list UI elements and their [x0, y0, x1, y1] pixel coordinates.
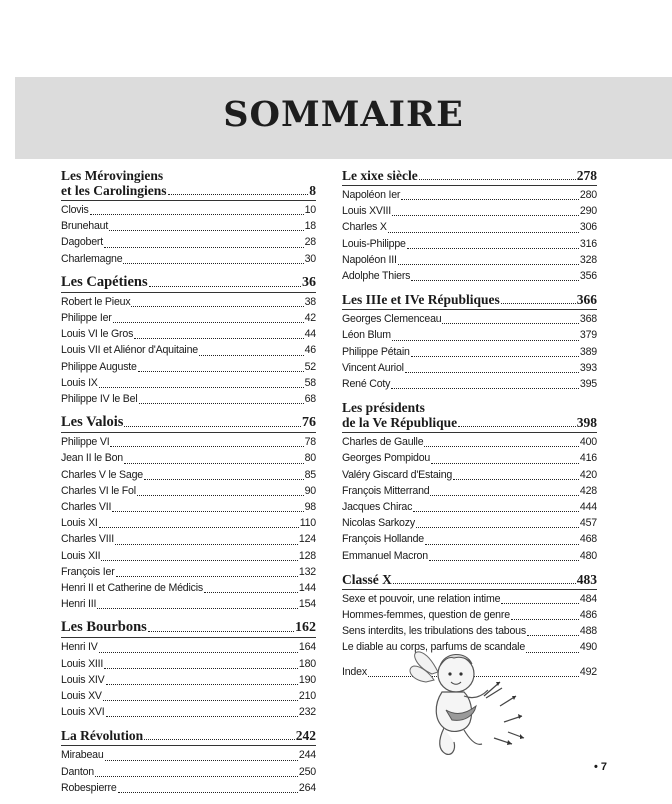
dot-leader [105, 760, 298, 761]
entry-page-number: 290 [579, 205, 597, 218]
entry-label: Louis XII [61, 549, 101, 562]
toc-entry[interactable] [61, 780, 316, 796]
dot-leader [106, 684, 298, 685]
entry-label: Louis XVI [61, 706, 105, 719]
section-title: Les Capétiens [61, 273, 148, 290]
entry-label: Emmanuel Macron [342, 549, 428, 562]
dot-leader [391, 388, 579, 389]
entry-label: Dagobert [61, 236, 103, 249]
toc-entry[interactable] [61, 704, 316, 720]
entry-label: Charles VI le Fol [61, 484, 136, 497]
toc-entry[interactable] [61, 564, 316, 580]
dot-leader [101, 560, 298, 561]
entry-page-number: 38 [304, 295, 316, 308]
entry-page-number: 428 [579, 484, 597, 497]
dot-leader [527, 635, 579, 636]
dot-leader [123, 263, 303, 264]
dot-leader [118, 792, 298, 793]
toc-entry[interactable] [61, 467, 316, 483]
dot-leader [138, 371, 304, 372]
entry-page-number: 368 [579, 313, 597, 326]
section-heading[interactable] [342, 400, 597, 430]
cupid-illustration [404, 644, 529, 764]
entry-label: René Coty [342, 378, 391, 391]
dot-leader [134, 338, 303, 339]
section-rule [342, 309, 597, 310]
entry-page-number: 90 [304, 484, 316, 497]
toc-entry[interactable] [61, 747, 316, 763]
dot-leader [199, 355, 304, 356]
entry-page-number: 42 [304, 312, 316, 325]
dot-leader [149, 286, 301, 287]
toc-entry[interactable] [342, 360, 597, 376]
toc-entry[interactable] [61, 499, 316, 515]
entry-page-number: 244 [298, 749, 316, 762]
section-rule [61, 745, 316, 746]
toc-entry[interactable] [342, 344, 597, 360]
section-page-number: 76 [302, 415, 316, 431]
toc-entry[interactable] [61, 580, 316, 596]
entry-page-number: 18 [304, 220, 316, 233]
entry-label: Louis XV [61, 690, 102, 703]
dot-leader [453, 479, 579, 480]
entry-label: Henri IV [61, 641, 98, 654]
entry-page-number: 30 [304, 252, 316, 265]
toc-entry[interactable] [342, 548, 597, 564]
dot-leader [526, 652, 579, 653]
entry-page-number: 486 [579, 609, 597, 622]
entry-label: Danton [61, 765, 94, 778]
toc-entry[interactable] [342, 515, 597, 531]
dot-leader [110, 446, 303, 447]
entry-page-number: 80 [304, 452, 316, 465]
dot-leader [99, 387, 304, 388]
dot-leader [113, 322, 304, 323]
section-rule [342, 185, 597, 186]
entry-label: Sexe et pouvoir, une relation intime [342, 592, 501, 605]
section-heading[interactable] [61, 728, 316, 743]
entry-page-number: 85 [304, 468, 316, 481]
toc-entry[interactable] [342, 219, 597, 235]
dot-leader [90, 214, 304, 215]
section-page-number: 242 [295, 728, 316, 744]
dot-leader [168, 194, 309, 195]
toc-entry[interactable] [61, 375, 316, 391]
toc-entry[interactable] [61, 483, 316, 499]
entry-page-number: 416 [579, 452, 597, 465]
toc-entry[interactable] [61, 656, 316, 672]
entry-page-number: 164 [298, 641, 316, 654]
entry-label: Jacques Chirac [342, 501, 413, 514]
title-banner [15, 77, 672, 159]
index-page-number: 492 [579, 665, 597, 678]
entry-page-number: 490 [579, 641, 597, 654]
dot-leader [413, 511, 579, 512]
section-heading[interactable] [342, 168, 597, 183]
entry-label: Charles VIII [61, 533, 114, 546]
section-rule [342, 589, 597, 590]
entry-page-number: 144 [298, 582, 316, 595]
toc-entry[interactable] [61, 531, 316, 547]
entry-label: Clovis [61, 204, 89, 216]
toc-entry[interactable] [342, 252, 597, 268]
dot-leader [501, 303, 576, 304]
entry-page-number: 110 [299, 517, 316, 530]
dot-leader [112, 511, 303, 512]
entry-page-number: 444 [579, 501, 597, 514]
entry-label: Charles X [342, 221, 387, 234]
entry-label: Sens interdits, les tribulations des tabous [342, 625, 526, 638]
toc-section [342, 168, 597, 284]
entry-page-number: 232 [298, 706, 316, 719]
entry-page-number: 389 [579, 345, 597, 358]
entry-label: Philippe Pétain [342, 345, 410, 358]
section-heading[interactable] [61, 415, 316, 430]
entry-page-number: 52 [304, 360, 316, 373]
entry-label: Louis IX [61, 376, 98, 389]
dot-leader [401, 199, 579, 200]
section-title: Les Mérovingiens et les Carolingiens [61, 168, 167, 198]
toc-entry[interactable] [61, 218, 316, 234]
section-heading[interactable] [61, 168, 316, 198]
entry-page-number: 250 [298, 765, 316, 778]
entry-label: Hommes-femmes, question de genre [342, 609, 510, 622]
dot-leader [431, 463, 579, 464]
entry-label: Henri II et Catherine de Médicis [61, 582, 203, 595]
toc-section [342, 400, 597, 564]
entry-label: Louis XIII [61, 657, 104, 670]
toc-entry[interactable] [61, 359, 316, 375]
toc-entry[interactable] [342, 203, 597, 219]
dot-leader [99, 652, 298, 653]
entry-page-number: 264 [298, 781, 316, 794]
section-page-number: 8 [309, 183, 316, 198]
dot-leader [424, 446, 579, 447]
toc-entry[interactable] [342, 376, 597, 392]
toc-entry[interactable] [61, 434, 316, 450]
dot-leader [501, 603, 579, 604]
toc-entry[interactable] [342, 327, 597, 343]
section-page-number: 36 [302, 274, 316, 290]
section-heading[interactable] [61, 275, 316, 290]
section-page-number: 162 [295, 620, 316, 636]
entry-label: François Mitterrand [342, 484, 430, 497]
entry-page-number: 306 [579, 221, 597, 234]
entry-label: Brunehaut [61, 220, 109, 233]
entry-page-number: 58 [304, 376, 316, 389]
toc-section [61, 415, 316, 612]
toc-entry[interactable] [61, 326, 316, 342]
page-title: SOMMAIRE [223, 94, 464, 135]
toc-entry[interactable] [61, 450, 316, 466]
dot-leader [511, 619, 579, 620]
toc-entry[interactable] [342, 434, 597, 450]
entry-label: Napoléon III [342, 253, 397, 266]
entry-label: Georges Clemenceau [342, 313, 442, 326]
dot-leader [95, 776, 298, 777]
dot-leader [109, 230, 304, 231]
toc-entry[interactable] [61, 391, 316, 407]
entry-label: Mirabeau [61, 749, 104, 762]
dot-leader [99, 527, 299, 528]
dot-leader [116, 576, 298, 577]
page-number: • 7 [594, 761, 608, 773]
entry-page-number: 468 [579, 533, 597, 546]
dot-leader [106, 716, 298, 717]
toc-entry[interactable] [61, 294, 316, 310]
toc-column-left [61, 168, 316, 804]
entry-page-number: 328 [579, 253, 597, 266]
entry-page-number: 379 [579, 329, 597, 342]
section-title: Les présidents de la Ve République [342, 400, 458, 431]
entry-page-number: 180 [298, 657, 316, 670]
entry-page-number: 457 [579, 517, 597, 530]
dot-leader [144, 739, 295, 740]
entry-page-number: 154 [298, 598, 316, 611]
entry-label: Henri III [61, 598, 97, 611]
dot-leader [104, 668, 298, 669]
entry-page-number: 210 [298, 690, 316, 703]
entry-page-number: 44 [304, 328, 316, 341]
toc-entry[interactable] [342, 187, 597, 203]
entry-page-number: 132 [298, 565, 316, 578]
dot-leader [97, 608, 298, 609]
section-heading[interactable] [342, 572, 597, 587]
entry-label: François Hollande [342, 533, 424, 546]
entry-page-number: 10 [304, 204, 316, 216]
toc-entry[interactable] [61, 548, 316, 564]
section-page-number: 366 [576, 292, 597, 308]
index-label: Index [342, 665, 367, 678]
entry-label: Adolphe Thiers [342, 270, 411, 283]
section-title: Les Valois [61, 414, 124, 431]
entry-label: Robert le Pieux [61, 295, 131, 308]
toc-section [61, 728, 316, 796]
dot-leader [137, 495, 304, 496]
section-page-number: 278 [576, 168, 597, 183]
entry-label: Louis XVIII [342, 205, 392, 218]
toc-entry[interactable] [342, 607, 597, 623]
entry-page-number: 280 [579, 189, 597, 201]
entry-label: Valéry Giscard d'Estaing [342, 468, 453, 481]
dot-leader [392, 215, 579, 216]
dot-leader [148, 631, 294, 632]
entry-label: Philippe Auguste [61, 360, 137, 373]
entry-page-number: 356 [579, 270, 597, 283]
toc-column-right [342, 168, 597, 680]
entry-page-number: 68 [304, 393, 316, 406]
section-heading[interactable] [342, 292, 597, 307]
toc-section [61, 168, 316, 267]
dot-leader [124, 463, 304, 464]
toc-section [61, 275, 316, 407]
entry-label: Louis VI le Gros [61, 328, 134, 341]
entry-page-number: 190 [298, 673, 316, 686]
section-title: La Révolution [61, 728, 144, 744]
entry-label: Georges Pompidou [342, 452, 431, 465]
toc-entry[interactable] [342, 531, 597, 547]
dot-leader [144, 479, 304, 480]
dot-leader [398, 264, 579, 265]
toc-entry[interactable] [61, 672, 316, 688]
entry-label: Philippe IV le Bel [61, 393, 138, 406]
entry-label: Philippe Ier [61, 312, 112, 325]
entry-label: Charles VII [61, 501, 112, 514]
toc-entry[interactable] [342, 450, 597, 466]
entry-page-number: 78 [304, 436, 316, 449]
dot-leader [430, 495, 578, 496]
entry-page-number: 316 [579, 237, 597, 250]
dot-leader [388, 232, 579, 233]
entry-page-number: 484 [579, 592, 597, 605]
entry-page-number: 128 [298, 549, 316, 562]
section-rule [61, 200, 316, 201]
toc-section [61, 620, 316, 720]
toc-entry[interactable] [61, 639, 316, 655]
entry-label: Louis XIV [61, 673, 105, 686]
section-rule [61, 432, 316, 433]
dot-leader [407, 248, 579, 249]
entry-page-number: 28 [304, 236, 316, 249]
toc-entry[interactable] [61, 688, 316, 704]
entry-label: Napoléon Ier [342, 189, 401, 201]
toc-entry[interactable] [61, 251, 316, 267]
section-title: Le xixe siècle [342, 168, 418, 183]
entry-label: François Ier [61, 565, 115, 578]
toc-entry[interactable] [61, 764, 316, 780]
section-page-number: 483 [576, 571, 597, 587]
section-title: Les Bourbons [61, 619, 147, 636]
toc-entry[interactable] [61, 342, 316, 358]
section-rule [61, 292, 316, 293]
dot-leader [204, 592, 298, 593]
dot-leader [425, 544, 579, 545]
entry-page-number: 488 [579, 625, 597, 638]
section-rule [61, 637, 316, 638]
entry-page-number: 98 [304, 501, 316, 514]
toc-entry[interactable] [61, 515, 316, 531]
entry-label: Le diable au corps, parfums de scandale [342, 641, 526, 654]
toc-entry[interactable] [342, 311, 597, 327]
section-title: Les IIIe et IVe Républiques [342, 292, 500, 308]
entry-label: Louis VII et Aliénor d'Aquitaine [61, 344, 198, 357]
toc-entry[interactable] [342, 236, 597, 252]
entry-label: Philippe VI [61, 436, 110, 449]
entry-page-number: 395 [579, 378, 597, 391]
entry-label: Charlemagne [61, 252, 123, 265]
entry-label: Nicolas Sarkozy [342, 517, 415, 530]
dot-leader [124, 426, 301, 427]
section-page-number: 398 [576, 415, 597, 431]
dot-leader [139, 403, 304, 404]
dot-leader [115, 544, 298, 545]
dot-leader [411, 356, 579, 357]
dot-leader [405, 372, 579, 373]
entry-page-number: 480 [579, 549, 597, 562]
dot-leader [416, 527, 579, 528]
entry-page-number: 393 [579, 361, 597, 374]
section-title: Classé X [342, 571, 392, 587]
dot-leader [419, 179, 576, 180]
dot-leader [131, 306, 303, 307]
dot-leader [392, 340, 579, 341]
dot-leader [458, 426, 576, 427]
toc-entry[interactable] [61, 596, 316, 612]
toc-entry[interactable] [342, 467, 597, 483]
dot-leader [411, 280, 579, 281]
entry-label: Jean II le Bon [61, 452, 123, 465]
dot-leader [393, 583, 576, 584]
dot-leader [442, 323, 578, 324]
section-rule [342, 432, 597, 433]
entry-page-number: 124 [298, 533, 316, 546]
toc-entry[interactable] [61, 234, 316, 250]
entry-label: Louis XI [61, 517, 98, 530]
toc-entry[interactable] [61, 310, 316, 326]
dot-leader [103, 700, 298, 701]
toc-entry[interactable] [61, 202, 316, 218]
entry-page-number: 46 [304, 344, 316, 357]
entry-label: Vincent Auriol [342, 361, 404, 374]
toc-entry[interactable] [342, 591, 597, 607]
entry-label: Charles V le Sage [61, 468, 143, 481]
entry-page-number: 400 [579, 436, 597, 449]
section-heading[interactable] [61, 620, 316, 635]
toc-entry[interactable] [342, 268, 597, 284]
dot-leader [429, 560, 579, 561]
entry-label: Robespierre [61, 781, 117, 794]
entry-label: Charles de Gaulle [342, 436, 424, 449]
toc-entry[interactable] [342, 499, 597, 515]
toc-section [342, 292, 597, 392]
entry-page-number: 420 [579, 468, 597, 481]
entry-label: Léon Blum [342, 329, 391, 342]
toc-entry[interactable] [342, 483, 597, 499]
dot-leader [104, 247, 304, 248]
entry-label: Louis-Philippe [342, 237, 406, 250]
toc-entry[interactable] [342, 623, 597, 639]
